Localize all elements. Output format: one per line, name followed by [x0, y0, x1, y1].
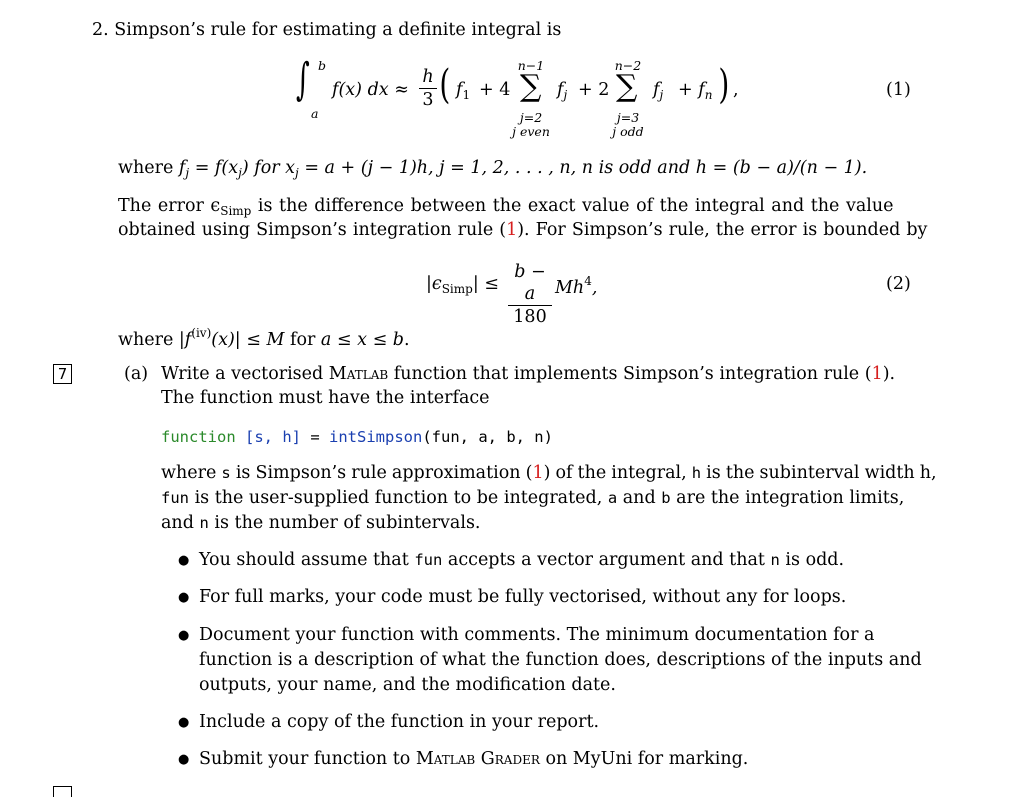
part-a-label: (a) [124, 364, 149, 384]
bullet-dot: ● [178, 715, 190, 730]
part-a-line1: Write a vectorised Matlab function that implements Simpson’s integration rule (1). [161, 364, 896, 384]
left-paren: ( [439, 62, 451, 108]
bullet-item-5: Submit your function to Matlab Grader on MyUni for marking. [199, 749, 749, 769]
function-signature-code: function [s, h] = intSimpson(fun, a, b, n) [161, 428, 553, 446]
frac-denominator: 3 [422, 90, 434, 110]
eq2-fraction [508, 261, 552, 328]
sum1-condition: j even [512, 124, 550, 139]
coef-4: + 4 [479, 80, 511, 100]
eq2-numerator: b − a [514, 262, 546, 304]
description-line2: fun is the user-supplied function to be integrated, a and b are the integration limits, [161, 488, 905, 508]
term-fn: + $f_n$ [678, 80, 713, 102]
sum2-upper: n−2 [614, 58, 642, 73]
sum2-sigma: ∑ [616, 69, 638, 104]
sum1-sigma: ∑ [520, 69, 542, 104]
bullet-item-3-line1: Document your function with comments. The minimum documentation for a [199, 625, 875, 645]
integral-lower-limit: a [311, 106, 319, 121]
eq2-denominator: 180 [513, 307, 547, 327]
integral-sign: ∫ [296, 54, 310, 105]
bullet-dot: ● [178, 590, 190, 605]
bullet-item-3-line3: outputs, your name, and the modification date. [199, 675, 616, 695]
bullet-item-1: You should assume that fun accepts a vector argument and that n is odd. [199, 550, 845, 570]
term-fj-odd: $f_j$ [653, 80, 664, 102]
bullet-item-2: For full marks, your code must be fully vectorised, without any for loops. [199, 587, 847, 607]
integral-upper-limit: b [318, 58, 327, 73]
coef-2: + 2 [578, 80, 610, 100]
sum1-lower: j=2 [519, 110, 543, 125]
where-definition-line: where $f_j = f(x_j)$ for $x_j = a + (j - 1)h$, j = 1, 2, . . . , n, n is odd and h = (b − a)/(n − 1). [118, 158, 868, 180]
question-heading: 2. Simpson’s rule for estimating a definite integral is [92, 20, 562, 40]
sum2-lower: j=3 [616, 110, 640, 125]
eq2-rhs: Mh$^4$, [555, 274, 598, 298]
eq2-lhs: $|\epsilon_{Simp}|$ ≤ [426, 274, 499, 296]
right-paren: ) [718, 62, 730, 108]
fraction-h-over-3 [419, 66, 437, 111]
bullet-item-4: Include a copy of the function in your report. [199, 712, 600, 732]
bullet-item-3-line2: function is a description of what the function does, descriptions of the inputs and [199, 650, 922, 670]
marks-box: 7 [53, 364, 72, 384]
sum1-upper: n−1 [517, 58, 545, 73]
error-paragraph-line2: obtained using Simpson’s integration rule (1). For Simpson’s rule, the error is bounded by [118, 220, 928, 240]
eq1-reference-link[interactable]: 1 [506, 220, 518, 240]
description-line3: and n is the number of subintervals. [161, 513, 481, 533]
sum2-condition: j odd [612, 124, 644, 139]
bullet-dot: ● [178, 628, 190, 643]
frac-numerator: h [422, 67, 434, 87]
term-fj-even: $f_j$ [557, 80, 568, 102]
bullet-dot: ● [178, 752, 190, 767]
eq1-reference-link-b[interactable]: 1 [532, 463, 544, 483]
error-paragraph-line1: The error $\epsilon_{Simp}$ is the difference between the exact value of the integral and the value [118, 196, 894, 218]
integrand: f(x) dx ≈ [332, 80, 409, 100]
term-f1: $f_1$ [456, 80, 471, 102]
eq1-comma: , [733, 80, 739, 100]
derivative-bound-line: where $|f^{(iv)}(x)| \le M$ for a ≤ x ≤ b. [118, 326, 410, 350]
eq1-number: (1) [886, 80, 911, 100]
next-marks-box-partial [53, 786, 72, 797]
eq1-reference-link-a[interactable]: 1 [871, 364, 883, 384]
bullet-dot: ● [178, 553, 190, 568]
description-line1: where s is Simpson’s rule approximation (1) of the integral, h is the subinterval width h, [161, 463, 937, 483]
part-a-line2: The function must have the interface [161, 388, 490, 408]
eq2-number: (2) [886, 274, 911, 294]
